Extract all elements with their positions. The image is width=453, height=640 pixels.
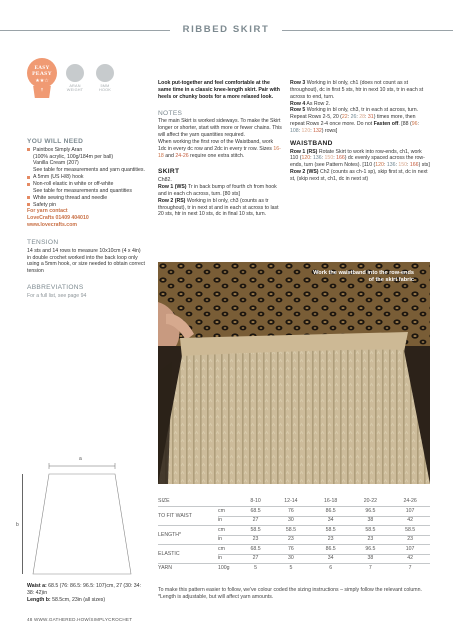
cell: 5 xyxy=(240,564,271,574)
cell: 23 xyxy=(351,535,391,545)
skirt-row2-label: Row 2 (RS) xyxy=(158,197,186,204)
cell: 107 xyxy=(390,507,430,517)
table-row xyxy=(158,526,430,536)
cell: 58.5 xyxy=(240,526,271,536)
notes-heading: NOTES xyxy=(158,109,183,117)
materials-colour: Vanilla Cream (207) xyxy=(33,160,79,167)
repeat-b: ) times more, then repeat Rows 2-4 once more. Do not xyxy=(290,114,416,128)
materials-heading: YOU WILL NEED xyxy=(27,138,84,145)
row-unit: in xyxy=(218,554,240,564)
row-label: YARN xyxy=(158,564,218,574)
photo-caption: Work the waistband into the row-ends of the skirt fabric xyxy=(313,270,414,284)
table-row xyxy=(158,545,430,555)
waistband-row2-label: Row 2 (WS) xyxy=(290,169,319,176)
cell: 34 xyxy=(311,516,351,526)
table-header-col4: 20-22 xyxy=(363,498,378,505)
table-row xyxy=(158,507,430,517)
waistband-row2 xyxy=(290,169,430,183)
abbreviations-heading: ABBREVIATIONS xyxy=(27,284,84,292)
cell: 6 xyxy=(311,564,351,574)
yarn-weight-name: ARAN xyxy=(69,84,81,88)
skirt-row4 xyxy=(290,101,430,108)
cell: 58.5 xyxy=(390,526,430,536)
cell: 68.5 xyxy=(240,545,271,555)
cell: 23 xyxy=(240,535,271,545)
materials-elastic: Non-roll elastic in white or off-white xyxy=(27,181,145,188)
skirt-row5-text: Working in bl only, ch3, tr in each st across, turn. xyxy=(305,107,419,114)
cell: 68.5 xyxy=(240,507,271,517)
notes-text-a: The main Skirt is worked sideways. To make the Skirt longer or shorter, start with more or fewer chains. This will affect the yarn quantities required. xyxy=(158,118,282,138)
skirt-row2 xyxy=(158,198,282,219)
badge-line1: EASY xyxy=(34,65,50,71)
table-row xyxy=(158,564,430,574)
skirt-outline xyxy=(33,474,131,574)
materials-hook: A 5mm (US H/8) hook xyxy=(27,174,145,181)
wb-n1: 120 xyxy=(301,155,311,162)
yarn-contact-web[interactable]: www.lovecrafts.com xyxy=(27,222,77,229)
notes-text-b-1: When working the first row of the Waistband, work 1dc in every dc row and 2dc in every tr row. Sizes xyxy=(158,138,274,152)
cell: 86.5 xyxy=(311,507,351,517)
abbreviations-text: For a full list, see page 94 xyxy=(27,292,87,299)
cell: 38 xyxy=(351,516,391,526)
table-header-col1: 8-10 xyxy=(250,498,261,505)
waistband-row1: Row 1 (RS) Rotate Skirt to work into row-ends, ch1, work 110 (120: 136: 150: 166) dc evenly spaced across the row-ends, turn (see Pattern Notes). [110 (120: 136: 150: 166) sts] xyxy=(290,148,430,169)
waistband-row1-a: Rotate Skirt to work into row-ends, ch1, work 110 ( xyxy=(290,148,422,162)
cell: 42 xyxy=(390,516,430,526)
skirt-row5 xyxy=(290,107,430,114)
cell: 42 xyxy=(390,554,430,564)
tension-heading: TENSION xyxy=(27,239,59,247)
sts-1: 96 xyxy=(411,121,418,128)
cell: 107 xyxy=(390,545,430,555)
row-unit: cm xyxy=(218,507,240,517)
row-unit: 100g xyxy=(218,564,240,574)
table-header-size: SIZE xyxy=(158,498,170,505)
page-title-bar xyxy=(0,24,453,36)
row-unit: in xyxy=(218,516,240,526)
table-header-row xyxy=(158,497,430,507)
skirt-photo-image xyxy=(158,262,430,484)
notes-text-c: require one extra stitch. xyxy=(188,152,245,159)
materials-needle: White sewing thread and needle xyxy=(27,195,145,202)
skirt-schematic-drawing xyxy=(27,460,137,580)
repeat-n3: 28 xyxy=(359,114,366,121)
cell: 27 xyxy=(240,516,271,526)
sts-2: 108 xyxy=(290,128,299,135)
cell: 96.5 xyxy=(351,545,391,555)
page-title: RIBBED SKIRT xyxy=(182,24,270,35)
skirt-repeat: Repeat Rows 2-5, 20 (22: 26: 28: 31) times more, then repeat Rows 2-4 once more. Do not Fasten off. [88 (96: 108: 120: 132) rows] xyxy=(290,114,419,135)
cell: 7 xyxy=(390,564,430,574)
cell: 5 xyxy=(271,564,311,574)
skirt-schematic xyxy=(27,456,137,580)
tension-text: 14 sts and 14 rows to measure 10x10cm (4 x 4in) in double crochet worked into the back loop only using a 5mm hook, or size needed to obtain correct tension xyxy=(27,247,145,275)
badge-line2: PEASY xyxy=(32,71,52,77)
cell: 86.5 xyxy=(311,545,351,555)
yarn-contact-heading: For yarn contact xyxy=(27,208,68,215)
cell: 96.5 xyxy=(351,507,391,517)
skirt-row1-text: Tr in back bump of fourth ch from hook and in each ch across, turn. [80 sts] xyxy=(158,184,277,197)
pattern-column-3 xyxy=(290,80,430,183)
dimension-a-label: a xyxy=(79,456,82,462)
cell: 38 xyxy=(351,554,391,564)
cell: 58.5 xyxy=(311,526,351,536)
dimension-b-rule xyxy=(22,474,23,574)
sts-4: 132 xyxy=(313,128,322,135)
materials-see-table-2: See table for measurements and quantities xyxy=(33,187,132,194)
notes-size-24: 24-26 xyxy=(175,152,189,159)
measurements xyxy=(27,583,147,604)
skirt-row4-label: Row 4 xyxy=(290,100,306,107)
sts-3: 120 xyxy=(301,128,311,135)
materials-yarn: Paintbox Simply Aran xyxy=(27,147,145,154)
page-footer: 48 WWW.GATHERED.HOW/SIMPLYCROCHET xyxy=(27,617,133,622)
table-header-col3: 16-18 xyxy=(324,498,338,505)
hook-size-symbol xyxy=(91,64,119,93)
repeat-d: ) rows] xyxy=(321,128,338,135)
cell: 76 xyxy=(271,507,311,517)
wb-n3b: 150 xyxy=(398,162,408,169)
row-unit: cm xyxy=(218,545,240,555)
intro-text: Look put-together and feel comfortable at the same time in a classic knee-length skirt. Pair with heels or chunky boots for a more relaxed look. xyxy=(158,80,280,100)
waistband-heading: WAISTBAND xyxy=(290,139,333,147)
dimension-b-label: b xyxy=(16,522,19,528)
cell: 34 xyxy=(311,554,351,564)
hook-size-sub: HOOK xyxy=(99,88,111,93)
repeat-n4: 31 xyxy=(367,114,374,121)
size-table xyxy=(158,497,430,573)
table-header-col5: 24-26 xyxy=(403,498,417,505)
materials-yarn-detail: (100% acrylic, 100g/184m per ball) xyxy=(33,153,114,160)
skirt-row4-text: As Row 2. xyxy=(305,100,331,107)
row-unit: in xyxy=(218,535,240,545)
cell: 58.5 xyxy=(271,526,311,536)
waist-label: Waist a: xyxy=(27,583,47,589)
notes-text-b xyxy=(158,139,282,160)
pattern-column-2 xyxy=(158,80,282,218)
cell: 7 xyxy=(351,564,391,574)
cell: 23 xyxy=(390,535,430,545)
skirt-row3-label: Row 3 xyxy=(290,80,306,86)
wb-n2b: 136 xyxy=(386,162,396,169)
hook-size-name: 5MM xyxy=(100,84,110,88)
repeat-n1: 22 xyxy=(341,114,348,121)
wb-n4: 166 xyxy=(336,155,345,162)
repeat-n2: 26 xyxy=(350,114,357,121)
table-header-unit xyxy=(218,497,240,507)
wb-n3: 150 xyxy=(324,155,334,162)
notes-and: and xyxy=(163,152,176,159)
row-label: LENGTH* xyxy=(158,526,218,545)
repeat-a: Repeat Rows 2-5, 20 ( xyxy=(290,114,342,121)
skirt-row3 xyxy=(290,80,430,101)
waistband-row1-label: Row 1 (RS) xyxy=(290,148,318,155)
skirt-ch: Ch82. xyxy=(158,177,172,184)
waistband-row2-text: Ch2 (counts as ch-1 sp), skip first st, dc in next st, (skip next st, ch1, dc in next st) xyxy=(290,169,428,183)
repeat-c: . [88 ( xyxy=(398,121,412,128)
skirt-row2-text: Working in bl only, ch3 (counts as tr throughout), tr in next st and in each st across to last 20 sts, htr in next 10 sts, dc in final 10 sts, turn. xyxy=(158,197,279,218)
hook-size-icon xyxy=(96,64,114,82)
wb-n1b: 120 xyxy=(375,162,384,169)
skirt-heading: SKIRT xyxy=(158,168,180,176)
materials-column xyxy=(27,138,145,300)
waistband-row1-b: ) dc evenly spaced across the row-ends, turn (see Pattern Notes). [110 ( xyxy=(290,155,425,169)
cell: 76 xyxy=(271,545,311,555)
skirt-row3-text: Working in bl only, ch1 (does not count as st throughout), dc in first 5 sts, htr in next 10 sts, tr in each st across to end, turn. xyxy=(290,80,424,100)
skirt-photo xyxy=(158,262,430,484)
cell: 23 xyxy=(271,535,311,545)
difficulty-badge xyxy=(27,58,57,100)
skirt-row1-label: Row 1 (WS) xyxy=(158,184,187,190)
wb-n2: 136 xyxy=(313,155,322,162)
cell: 27 xyxy=(240,554,271,564)
row-label: ELASTIC xyxy=(158,545,218,564)
skirt-row5-label: Row 5 xyxy=(290,107,306,114)
skirt-row1 xyxy=(158,184,282,198)
table-note: To make this pattern easier to follow, we've colour coded the sizing instructions – simply follow the relevant column. *Length is adjustable, but will affect yarn amounts. xyxy=(158,587,422,600)
yarn-weight-sub: WEIGHT xyxy=(66,88,84,93)
length-label: Length b: xyxy=(27,596,51,603)
yarn-weight-icon xyxy=(66,64,84,82)
yarn-contact-phone: LoveCrafts 01409 404010 xyxy=(27,215,89,222)
title-rule-left xyxy=(0,30,170,31)
length-values: 58.5cm, 23in (all sizes) xyxy=(50,596,106,603)
row-label: TO FIT WAIST xyxy=(158,507,218,526)
cell: 30 xyxy=(271,554,311,564)
cell: 58.5 xyxy=(351,526,391,536)
notes-size-16: 16-18 xyxy=(158,145,281,159)
cell: 23 xyxy=(311,535,351,545)
fasten-off: Fasten off xyxy=(373,121,399,128)
cell: 30 xyxy=(271,516,311,526)
wb-n4b: 166 xyxy=(409,162,419,169)
waist-values: 68.5 (76: 86.5: 96.5: 107)cm, 27 (30: 34: 38: 42)in xyxy=(27,583,142,596)
row-unit: cm xyxy=(218,526,240,536)
yarn-weight-symbol xyxy=(61,64,89,93)
waistband-row1-c: ) sts] xyxy=(418,162,430,169)
table-header-col2: 12-14 xyxy=(284,498,298,505)
badge-stars-icon: ★★☆ xyxy=(35,78,49,84)
title-rule-right xyxy=(282,30,453,31)
materials-pin: Safety pin xyxy=(27,202,145,209)
materials-see-table: See table for measurements and yarn quantities. xyxy=(33,167,145,174)
